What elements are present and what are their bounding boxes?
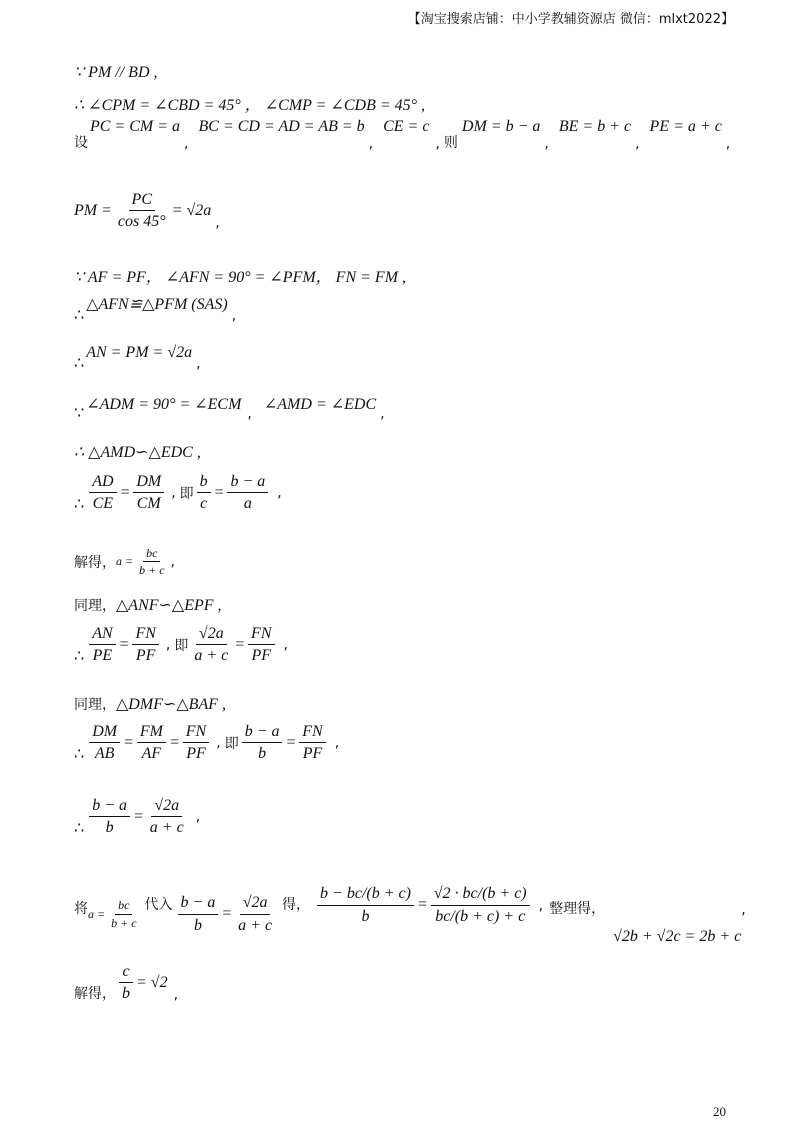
text-jiang: 将 <box>74 901 88 917</box>
complex-fraction-left: $\frac{b - bc/(b + c)}{b}$ <box>317 884 414 925</box>
math-bc: BC = CD = AD = AB = b <box>198 118 365 135</box>
therefore-symbol: ∴ <box>74 744 85 764</box>
math-text: ∵ AF = PF， ∠AFN = 90° = ∠PFM， FN = FM , <box>74 269 407 286</box>
page-number: 20 <box>713 1104 726 1119</box>
therefore-symbol: ∴ <box>74 305 85 324</box>
line-6: ∴ △AFN≌△PFM (SAS) , <box>74 296 237 324</box>
math-result: √2b + √2c = 2b + c <box>613 928 742 945</box>
math-ce: CE = c <box>383 118 430 135</box>
math-a: ∠ADM = 90° = ∠ECM <box>86 396 242 413</box>
math-text: ∵ PM // BD , <box>74 64 158 81</box>
math-text: ∴ ∠CPM = ∠CBD = 45° ， ∠CMP = ∠CDB = 45° , <box>74 97 426 114</box>
math-text: △ANF∽△EPF , <box>116 597 222 614</box>
math-b: ∠AMD = ∠EDC <box>263 396 377 413</box>
line-5 <box>74 264 406 287</box>
line-15: ∴ $\frac{DM}{AB}$ = $\frac{FM}{AF}$ = $\frac{FN}{PF}$ , 即 $\frac{b - a}{b}$ = $\frac{FN}{PF}$ , <box>74 723 340 764</box>
line-8: ∵ ∠ADM = 90° = ∠ECM , ∠AMD = ∠EDC , <box>74 396 385 422</box>
math-lhs: a = <box>116 554 134 569</box>
fraction: $\frac{PC}{\cos 45^\circ}$ <box>117 191 166 231</box>
therefore-symbol: ∴ <box>74 353 85 372</box>
text-de: 得， <box>282 897 311 913</box>
therefore-symbol: ∴ <box>74 646 85 666</box>
line-17: 将 a = $\frac{bc}{b + c}$ 代入 $\frac{b - a}{b}$ = $\frac{√2a}{a + c}$ 得， $\frac{b - bc/(b + c)}{b}$ = $\frac{√2 \cdot bc/(b + c)}{bc/(b + c) + c}$ , 整理得， √2b + √2c = 2b + c , <box>74 885 746 945</box>
math-pc: PC = CM = a <box>90 118 181 135</box>
line-9 <box>74 442 201 462</box>
text-ji: 即 <box>224 735 239 752</box>
line-14 <box>74 694 226 714</box>
text-jiede: 解得， <box>74 986 116 1003</box>
text-she: 设 <box>74 135 88 151</box>
line-1 <box>74 62 158 82</box>
line-2 <box>74 92 425 115</box>
line-16: ∴ $\frac{b - a}{b}$ = $\frac{√2a}{a + c}$ , <box>74 797 201 838</box>
line-4: PM = $\frac{PC}{\cos 45^\circ}$ = √2a , <box>74 191 220 232</box>
math-text: △AFN≌△PFM (SAS) <box>86 296 228 313</box>
text-tongli: 同理， <box>74 697 116 713</box>
line-18: 解得， $\frac{c}{b}$ = √2 , <box>74 963 179 1004</box>
math-text: AN = PM = √2a <box>86 344 193 361</box>
therefore-symbol: ∴ <box>74 494 85 514</box>
line-10: ∴ $\frac{AD}{CE}$ = $\frac{DM}{CM}$ , 即 $\frac{b}{c}$ = $\frac{b - a}{a}$ , <box>74 473 282 514</box>
line-7: ∴ AN = PM = √2a , <box>74 344 201 372</box>
text-jiede: 解得， <box>74 554 116 571</box>
math-text: ∴ △AMD∽△EDC , <box>74 444 201 461</box>
math-lhs: PM = <box>74 201 112 219</box>
line-12 <box>74 595 222 615</box>
math-be: BE = b + c <box>558 118 632 135</box>
complex-fraction-right: $\frac{√2 \cdot bc/(b + c)}{bc/(b + c) + c}$ <box>431 884 530 925</box>
text-dairu: 代入 <box>144 897 173 913</box>
text-zhengli: 整理得， <box>549 901 606 917</box>
text-ze: 则 <box>443 135 458 151</box>
line-13: ∴ $\frac{AN}{PE}$ = $\frac{FN}{PF}$ , 即 $\frac{√2a}{a + c}$ = $\frac{FN}{PF}$ , <box>74 625 288 666</box>
text-ji: 即 <box>179 485 194 502</box>
because-symbol: ∵ <box>74 403 85 422</box>
math-rhs: = √2a <box>171 201 212 219</box>
line-11: 解得， a = $\frac{bc}{b + c}$ , <box>74 546 175 578</box>
text-tongli: 同理， <box>74 598 116 614</box>
math-dm: DM = b − a <box>461 118 541 135</box>
therefore-symbol: ∴ <box>74 818 85 838</box>
math-pe: PE = a + c <box>649 118 722 135</box>
text-ji: 即 <box>174 637 189 654</box>
page-header: 【淘宝搜索店铺：中小学教辅资源店 微信：mlxt2022】 <box>407 12 734 27</box>
line-3: 设 PC = CM = a , BC = CD = AD = AB = b , CE = c , 则 DM = b − a , BE = b + c , PE = a + c , <box>74 118 731 152</box>
fraction: $\frac{bc}{b + c}$ <box>139 546 165 578</box>
math-text: △DMF∽△BAF , <box>116 696 226 713</box>
